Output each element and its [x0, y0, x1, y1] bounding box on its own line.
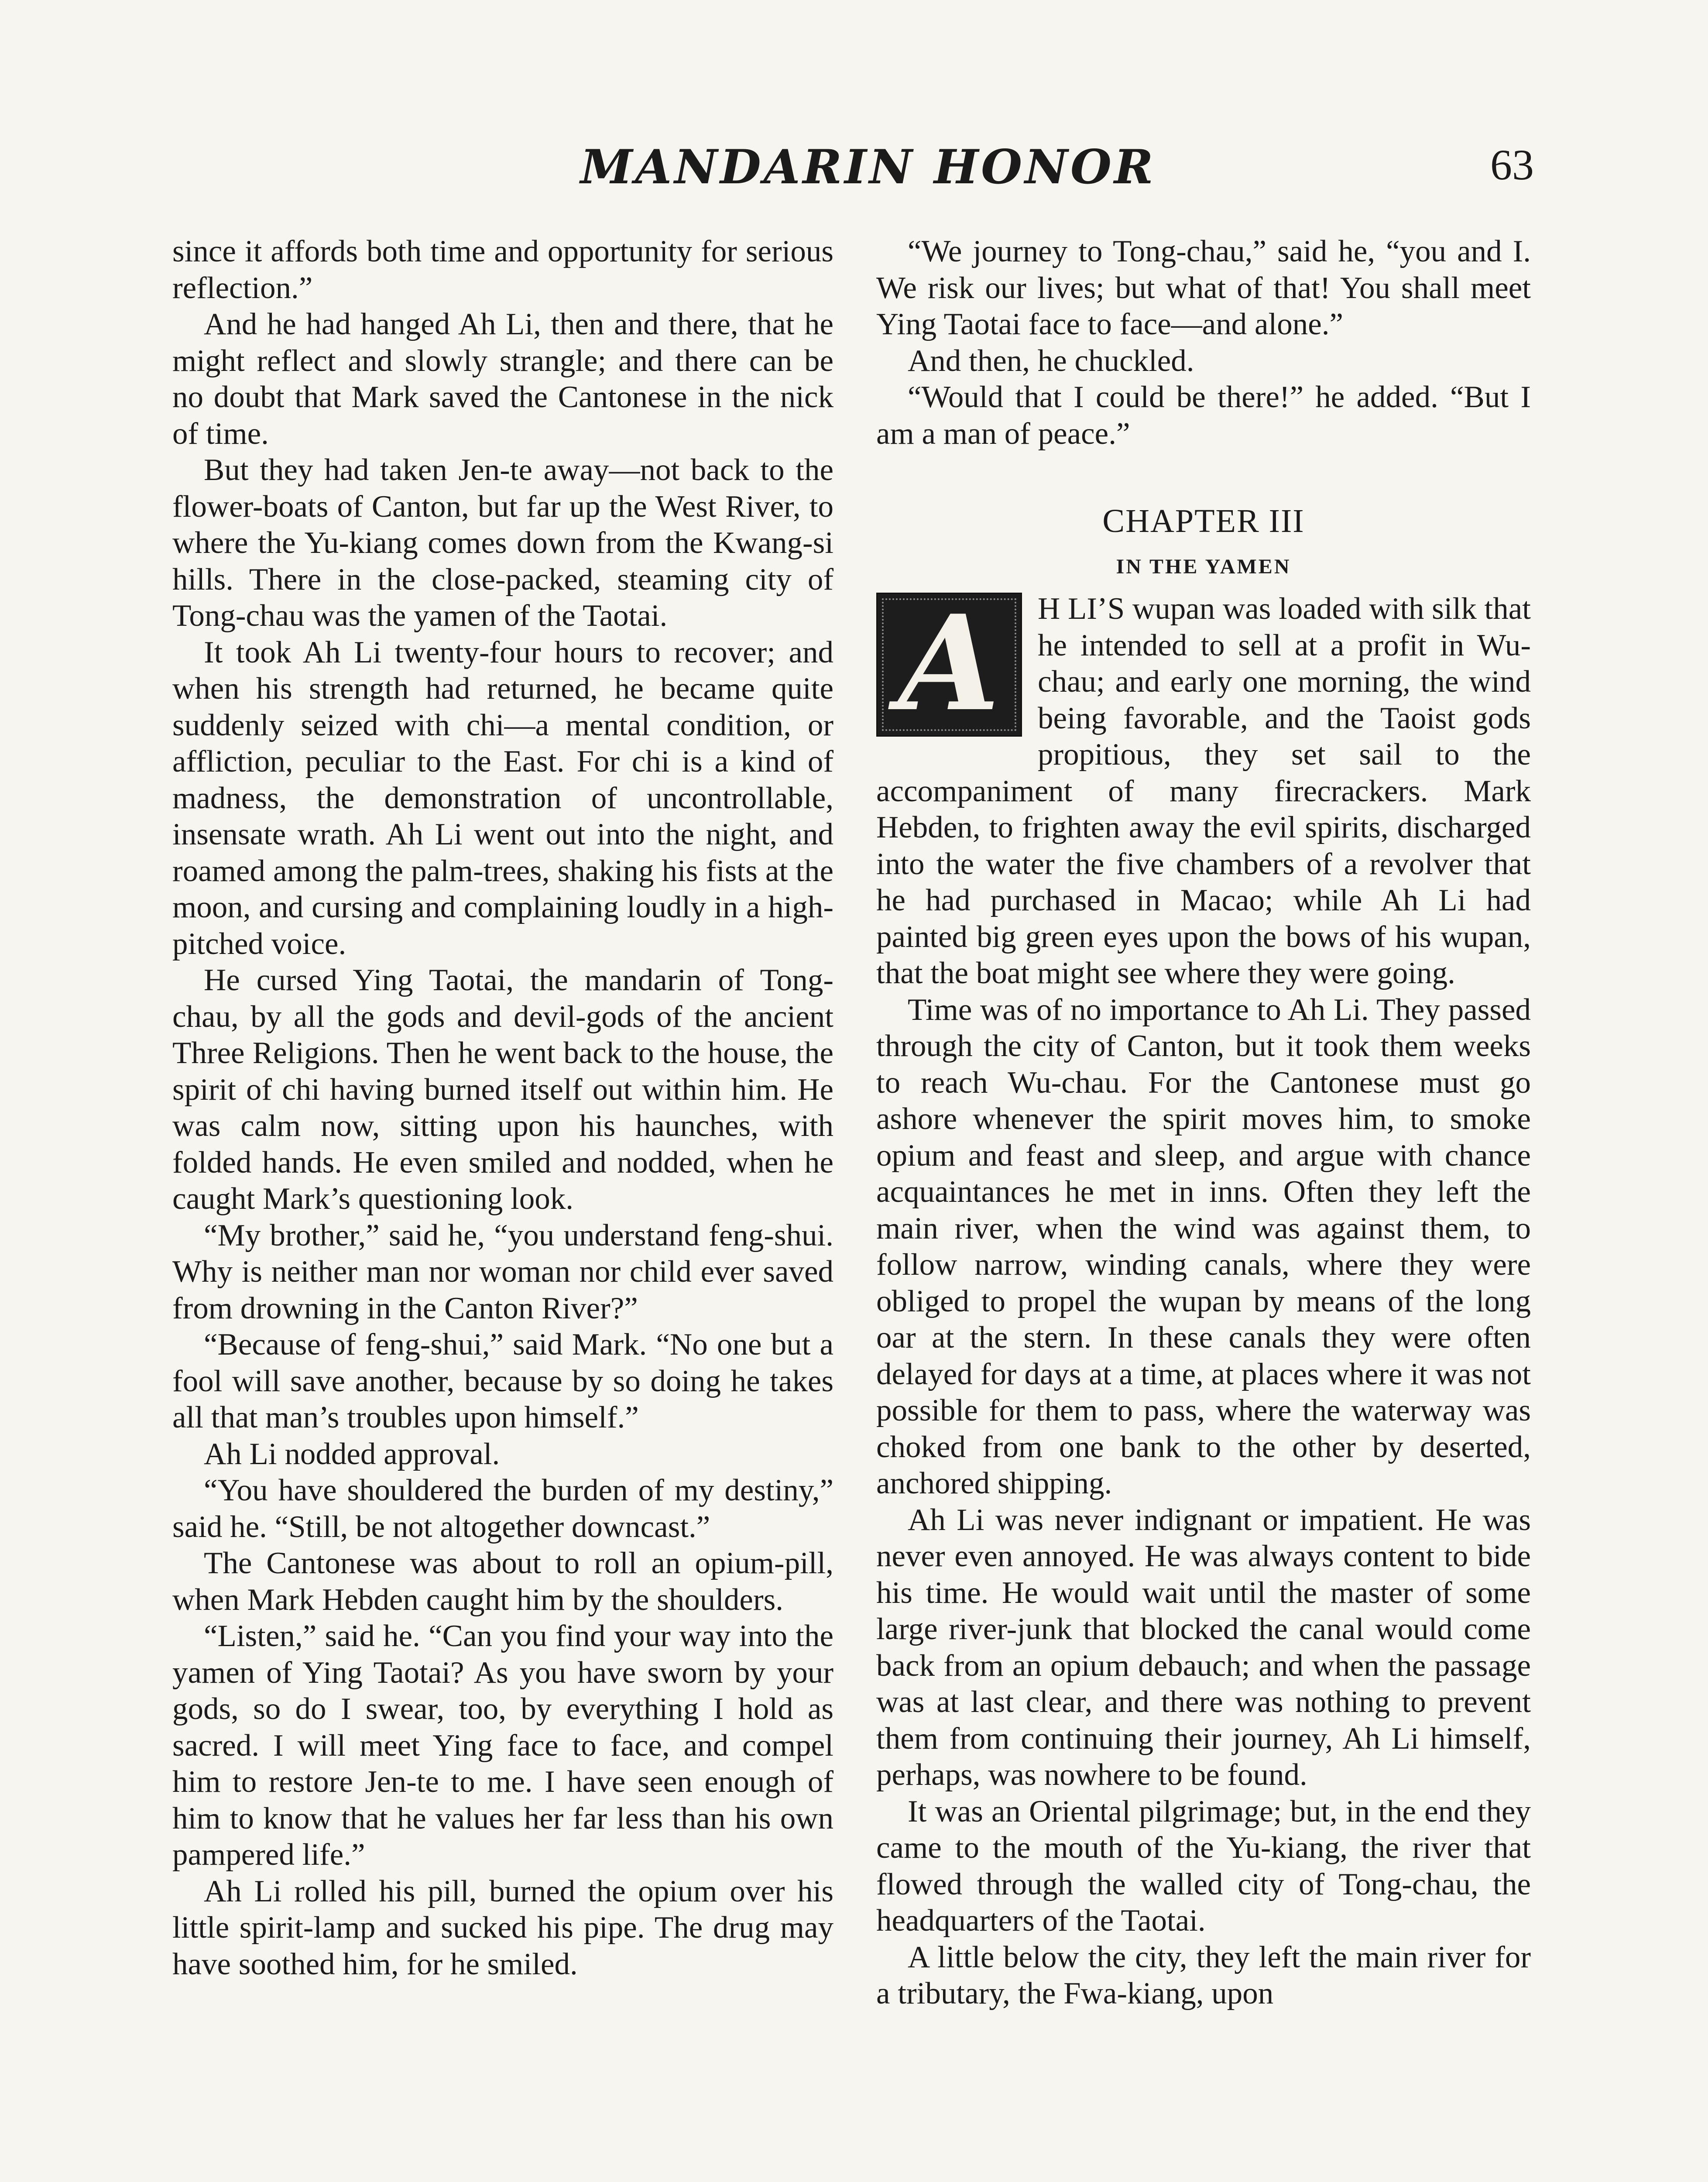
paragraph: “You have shouldered the burden of my destiny,” said he. “Still, be not altogether downcast.” [172, 1473, 833, 1544]
paragraph: Ah Li nodded approval. [204, 1437, 500, 1471]
paragraph: And he had hanged Ah Li, then and there, that he might reflect and slowly strangle; and there can be no doubt that Mark saved the Cantonese in the nick of time. [172, 307, 833, 451]
paragraph: “Because of feng-shui,” said Mark. “No one but a fool will save another, because by so doing he takes all that man’s troubles upon himself.” [172, 1328, 833, 1434]
paragraph: It took Ah Li twenty-four hours to recover; and when his strength had returned, he became quite suddenly seized with chi—a mental condition, or affliction, peculiar to the East. For chi is a kind of madness, the demonstration of uncontrollable, insensate wrath. Ah Li went out into the night, and roamed among the palm-trees, shaking his fists at the moon, and cursing and complaining loudly in a high-pitched voice. [172, 635, 833, 961]
right-column [876, 233, 1531, 2012]
paragraph: And then, he chuckled. [908, 343, 1194, 378]
drop-cap-letter: A [898, 586, 1000, 740]
page-number: 63 [1490, 141, 1534, 189]
drop-cap [876, 586, 1025, 740]
page-header [0, 109, 1708, 205]
paragraph: Ah Li was never indignant or impatient. He was never even annoyed. He was always content to bide his time. He would wait until the master of some large river-junk that blocked the canal would come back from an opium debauch; and when the passage was at last clear, and there was nothing to prevent them from continuing their journey, Ah Li himself, perhaps, was nowhere to be found. [876, 1503, 1531, 1792]
chapter-subtitle: IN THE YAMEN [1116, 555, 1291, 578]
paragraph: Ah Li rolled his pill, burned the opium over his little spirit-lamp and sucked his pipe. The drug may have soothed him, for he smiled. [172, 1874, 833, 1981]
paragraph: “Listen,” said he. “Can you find your way into the yamen of Ying Taotai? As you have sworn by your gods, so do I swear, too, by everything I hold as sacred. I will meet Ying face to face, and compel him to restore Jen-te to me. I have seen enough of him to know that he values her far less than his own pampered life.” [172, 1619, 833, 1872]
paragraph: since it affords both time and opportunity for serious reflection.” [172, 234, 833, 305]
paragraph: The Cantonese was about to roll an opium-pill, when Mark Hebden caught him by the shoulders. [172, 1546, 833, 1617]
drop-cap-ornament [876, 586, 1022, 740]
paragraph: Time was of no importance to Ah Li. They passed through the city of Canton, but it took them weeks to reach Wu-chau. For the Cantonese must go ashore whenever the spirit moves him, to smoke opium and feast and sleep, and argue with chance acquaintances he met in inns. Often they left the main river, when the wind was against them, to follow narrow, winding canals, where they were obliged to propel the wupan by means of the long oar at the stern. In these canals they were often delayed for days at a time, at places where it was not possible for them to pass, where the waterway was choked from one bank to the other by deserted, anchored shipping. [876, 992, 1531, 1500]
paragraph: “We journey to Tong-chau,” said he, “you and I. We risk our lives; but what of that! You shall meet Ying Taotai face to face—and alone.” [876, 234, 1531, 341]
paragraph: He cursed Ying Taotai, the mandarin of Tong-chau, by all the gods and devil-gods of the ancient Three Religions. Then he went back to the house, the spirit of chi having burned itself out within him. He was calm now, sitting upon his haunches, with folded hands. He even smiled and nodded, when he caught Mark’s questioning look. [172, 963, 833, 1216]
paragraph: It was an Oriental pilgrimage; but, in the end they came to the mouth of the Yu-kiang, the river that flowed through the walled city of Tong-chau, the headquarters of the Taotai. [876, 1794, 1531, 1938]
running-title: MANDARIN HONOR [580, 140, 1156, 195]
paragraph: H LI’S wupan was loaded with silk that he intended to sell at a profit in Wu-chau; and early one morning, the wind being favorable, and the Taoist gods propitious, they set sail to the accompaniment of many firecrackers. Mark Hebden, to frighten away the evil spirits, discharged into the water the five chambers of a revolver that he had purchased in Macao; while Ah Li had painted big green eyes upon the bows of his wupan, that the boat might see where they were going. [876, 592, 1531, 990]
paragraph: A little below the city, they left the main river for a tributary, the Fwa-kiang, upon [876, 1940, 1531, 2010]
paragraph: “My brother,” said he, “you understand feng-shui. Why is neither man nor woman nor child ever saved from drowning in the Canton River?” [172, 1218, 833, 1325]
paragraph: “Would that I could be there!” he added. “But I am a man of peace.” [876, 380, 1531, 451]
chapter-title: CHAPTER III [1102, 503, 1305, 539]
left-column [172, 233, 833, 1983]
paragraph: But they had taken Jen-te away—not back to the flower-boats of Canton, but far up the West River, to where the Yu-kiang comes down from the Kwang-si hills. There in the close-packed, steaming city of Tong-chau was the yamen of the Taotai. [172, 453, 833, 633]
